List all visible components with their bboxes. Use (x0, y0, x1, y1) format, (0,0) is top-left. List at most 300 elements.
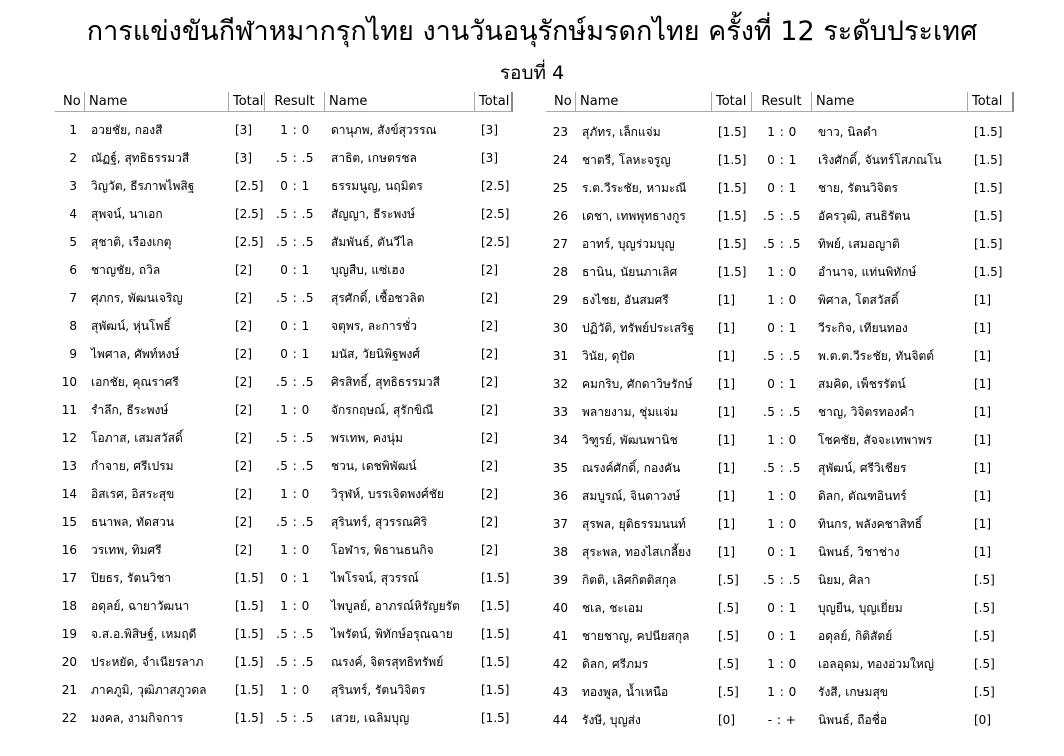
player-total: [2] (235, 543, 252, 557)
game-result: .5 : .5 (275, 207, 315, 221)
game-result: 1 : 0 (767, 489, 797, 503)
col-header-opponent-total[interactable]: Total (475, 92, 513, 112)
player-total: [1] (718, 545, 735, 559)
game-result: 0 : 1 (767, 153, 797, 167)
player-total: [1.5] (718, 209, 747, 223)
opponent-name: บุญสืบ, แซ่เฮง (331, 262, 405, 277)
player-total: [1] (718, 377, 735, 391)
player-total: [1] (718, 321, 735, 335)
game-result: .5 : .5 (275, 711, 315, 725)
opponent-name: ไพบูลย์, อาภรณ์หิรัญยรัต (331, 598, 460, 613)
game-result: 0 : 1 (280, 179, 310, 193)
player-total: [1.5] (235, 711, 264, 725)
player-name: ประหยัด, จำเนียรลาภ (91, 654, 204, 669)
player-name: สุชาติ, เรืองเกตุ (91, 234, 172, 249)
opponent-total: [2] (481, 543, 498, 557)
opponent-total: [1.5] (974, 181, 1003, 195)
pairing-number: 4 (69, 207, 77, 221)
player-name: ไพศาล, ศัพท์หงษ์ (91, 346, 180, 361)
pairing-number: 25 (552, 181, 568, 195)
opponent-total: [2] (481, 487, 498, 501)
player-name: เอกชัย, คุณราศรี (91, 374, 179, 389)
game-result: 1 : 0 (280, 123, 310, 137)
game-result: 0 : 1 (280, 263, 310, 277)
pairing-number: 41 (552, 629, 568, 643)
opponent-name: ไพโรจน์, สุวรรณ์ (331, 570, 419, 585)
game-result: .5 : .5 (275, 459, 315, 473)
table-row (55, 620, 513, 648)
opponent-name: วีระกิจ, เทียนทอง (818, 320, 908, 335)
pairing-number: 21 (61, 683, 77, 697)
opponent-total: [2.5] (481, 207, 510, 221)
table-row (55, 256, 513, 284)
opponent-name: พิศาล, โตสวัสดิ์ (818, 292, 899, 307)
table-row (55, 536, 513, 564)
opponent-name: ดานุภพ, สังข์สุวรรณ (331, 122, 437, 137)
player-name: วินัย, ดุปัด (582, 348, 635, 363)
table-row (55, 676, 513, 704)
pairing-number: 35 (552, 461, 568, 475)
player-total: [.5] (718, 657, 739, 671)
opponent-name: สัญญา, ธีระพงษ์ (331, 206, 416, 221)
pairing-number: 17 (61, 571, 77, 585)
game-result: 1 : 0 (280, 403, 310, 417)
table-row (55, 228, 513, 256)
player-total: [2] (235, 263, 252, 277)
pairing-number: 15 (61, 515, 77, 529)
pairing-number: 12 (61, 431, 77, 445)
player-name: ชเล, ชะเอม (582, 600, 644, 615)
player-name: กำจาย, ศรีเปรม (91, 458, 174, 473)
game-result: 0 : 1 (280, 571, 310, 585)
opponent-total: [.5] (974, 685, 995, 699)
player-total: [0] (718, 713, 735, 727)
table-row (546, 482, 1014, 510)
player-total: [1] (718, 405, 735, 419)
opponent-name: อัครวุฒิ, สนธิรัตน (818, 208, 911, 223)
pairing-number: 28 (552, 265, 568, 279)
player-total: [.5] (718, 573, 739, 587)
game-result: 1 : 0 (280, 543, 310, 557)
pairing-number: 24 (552, 153, 568, 167)
player-name: วิญวัต, ธีรภาพไพสิฐ (91, 178, 195, 193)
table-row (55, 564, 513, 592)
opponent-name: ดิลก, ตัณฑอินทร์ (818, 488, 907, 503)
opponent-name: สุรศักดิ์, เชื้อชวลิต (331, 290, 425, 305)
player-name: สุภัทร, เล็กแจ่ม (582, 124, 661, 139)
table-row (546, 202, 1014, 230)
table-row (546, 398, 1014, 426)
game-result: 0 : 1 (767, 321, 797, 335)
opponent-name: ชาย, รัตนวิจิตร (818, 180, 898, 195)
col-header-total[interactable]: Total (229, 92, 265, 112)
col-header-name[interactable]: Name (576, 92, 712, 112)
pairing-number: 44 (552, 713, 568, 727)
player-total: [.5] (718, 629, 739, 643)
opponent-total: [1.5] (974, 209, 1003, 223)
player-total: [2] (235, 375, 252, 389)
game-result: 1 : 0 (280, 487, 310, 501)
opponent-name: ธรรมนูญ, นฤมิตร (331, 178, 423, 193)
pairing-number: 43 (552, 685, 568, 699)
opponent-total: [1.5] (481, 627, 510, 641)
table-row (546, 538, 1014, 566)
game-result: .5 : .5 (275, 431, 315, 445)
pairing-number: 29 (552, 293, 568, 307)
opponent-total: [1] (974, 433, 991, 447)
table-row (55, 144, 513, 172)
player-total: [1.5] (235, 571, 264, 585)
table-row (546, 454, 1014, 482)
table-row (55, 200, 513, 228)
game-result: .5 : .5 (762, 461, 802, 475)
player-total: [.5] (718, 685, 739, 699)
pairing-number: 23 (552, 125, 568, 139)
pairing-number: 36 (552, 489, 568, 503)
player-total: [1.5] (235, 599, 264, 613)
game-result: 1 : 0 (280, 683, 310, 697)
player-name: วิฑูรย์, พัฒนพานิช (582, 432, 678, 447)
opponent-name: ชวน, เดชพิพัฒน์ (331, 458, 417, 473)
opponent-total: [2] (481, 319, 498, 333)
opponent-total: [1] (974, 293, 991, 307)
col-header-opponent-total[interactable]: Total (968, 92, 1014, 112)
player-total: [1.5] (718, 265, 747, 279)
opponent-total: [3] (481, 151, 498, 165)
table-row (546, 230, 1014, 258)
pairing-number: 39 (552, 573, 568, 587)
player-total: [2] (235, 403, 252, 417)
game-result: .5 : .5 (762, 349, 802, 363)
pairing-number: 33 (552, 405, 568, 419)
player-total: [1.5] (718, 237, 747, 251)
table-row (55, 592, 513, 620)
pairing-number: 30 (552, 321, 568, 335)
player-total: [2.5] (235, 235, 264, 249)
player-name: สุระพล, ทองไสเกลี้ยง (582, 544, 692, 559)
player-name: โอภาส, เสมสวัสดิ์ (91, 430, 183, 445)
opponent-name: ศิรสิทธิ์, สุทธิธรรมวสี (331, 374, 440, 389)
game-result: 1 : 0 (767, 517, 797, 531)
table-row (546, 594, 1014, 622)
game-result: 0 : 1 (280, 347, 310, 361)
opponent-total: [2] (481, 515, 498, 529)
game-result: 0 : 1 (280, 319, 310, 333)
player-name: สุพจน์, นาเอก (91, 206, 163, 221)
game-result: .5 : .5 (275, 291, 315, 305)
table-row (55, 452, 513, 480)
pairing-number: 9 (69, 347, 77, 361)
opponent-name: สาธิต, เกษตรชล (331, 150, 417, 165)
game-result: 0 : 1 (767, 545, 797, 559)
player-name: ชายชาญ, คปนียสกุล (582, 628, 690, 643)
pairing-number: 10 (61, 375, 77, 389)
player-total: [1] (718, 489, 735, 503)
player-total: [2] (235, 515, 252, 529)
opponent-name: ทิพย์, เสมอญาติ (818, 236, 900, 251)
right-pairings-list (546, 118, 1014, 734)
opponent-name: สมคิด, เพ็ชรรัตน์ (818, 376, 906, 391)
col-header-opponent-name[interactable]: Name (812, 92, 968, 112)
table-row (55, 284, 513, 312)
player-name: คมกริบ, ศักดาวิษรักษ์ (582, 376, 693, 391)
col-header-total[interactable]: Total (712, 92, 752, 112)
game-result: 1 : 0 (767, 265, 797, 279)
pairing-number: 8 (69, 319, 77, 333)
table-row (55, 424, 513, 452)
opponent-name: โชคชัย, สัจจะเทพาพร (818, 432, 933, 447)
opponent-name: พ.ต.ต.วีระชัย, ทันจิตต์ (818, 348, 935, 363)
player-name: ชาญชัย, ถวิล (91, 262, 161, 277)
opponent-name: รังสี, เกษมสุข (818, 684, 888, 699)
opponent-total: [1] (974, 321, 991, 335)
opponent-name: จักรกฤษณ์, สุรักขิณี (331, 402, 434, 417)
col-header-name[interactable]: Name (85, 92, 229, 112)
player-total: [1] (718, 433, 735, 447)
game-result: 1 : 0 (767, 293, 797, 307)
opponent-total: [2] (481, 403, 498, 417)
pairing-number: 2 (69, 151, 77, 165)
opponent-total: [1.5] (974, 125, 1003, 139)
game-result: 0 : 1 (767, 181, 797, 195)
player-total: [2] (235, 459, 252, 473)
player-name: พลายงาม, ชุ่มแจ่ม (582, 404, 678, 419)
player-name: ธงไชย, อันสมศรี (582, 292, 669, 307)
player-total: [2] (235, 487, 252, 501)
table-row (55, 396, 513, 424)
pairing-number: 42 (552, 657, 568, 671)
pairing-number: 13 (61, 459, 77, 473)
player-name: สมบูรณ์, จินดาวงษ์ (582, 488, 681, 503)
pairing-number: 14 (61, 487, 77, 501)
player-name: ร.ต.วีระชัย, หามะณี (582, 180, 687, 195)
opponent-total: [.5] (974, 629, 995, 643)
left-pairings-list (55, 116, 513, 732)
player-total: [1.5] (235, 627, 264, 641)
opponent-name: สุรินทร์, สุวรรณศิริ (331, 514, 428, 529)
opponent-name: มนัส, วัยนิพิฐพงศ์ (331, 346, 420, 361)
table-row (546, 650, 1014, 678)
player-name: อาทร์, บุญร่วมบุญ (582, 236, 675, 251)
table-row (546, 706, 1014, 734)
pairing-number: 31 (552, 349, 568, 363)
pairing-number: 7 (69, 291, 77, 305)
col-header-opponent-name[interactable]: Name (325, 92, 475, 112)
table-row (55, 312, 513, 340)
opponent-name: เริงศักดิ์, จันทร์โสภณโน (818, 152, 942, 167)
opponent-name: โอฬาร, พิธานธนกิจ (331, 542, 434, 557)
round-label: รอบที่ 4 (499, 62, 565, 84)
player-total: [3] (235, 151, 252, 165)
player-name: รังษี, บุญส่ง (582, 712, 641, 727)
game-result: .5 : .5 (275, 515, 315, 529)
pairing-number: 27 (552, 237, 568, 251)
opponent-name: นิพนธ์, วิชาช่าง (818, 544, 900, 559)
opponent-name: บุญยืน, บุญเยี่ยม (818, 600, 903, 615)
game-result: .5 : .5 (275, 627, 315, 641)
player-total: [2] (235, 431, 252, 445)
game-result: 1 : 0 (280, 599, 310, 613)
player-name: จ.ส.อ.พิสิษฐ์, เหมฤดี (91, 626, 197, 641)
table-row (546, 342, 1014, 370)
pairing-number: 11 (61, 403, 77, 417)
opponent-total: [0] (974, 713, 991, 727)
table-row (546, 370, 1014, 398)
pairing-number: 1 (69, 123, 77, 137)
opponent-total: [1.5] (481, 655, 510, 669)
col-header-no[interactable]: No (55, 92, 85, 112)
player-name: ทองพูล, น้ำเหนือ (582, 684, 669, 699)
pairing-number: 5 (69, 235, 77, 249)
opponent-name: อำนาจ, แท่นพิทักษ์ (818, 264, 917, 279)
game-result: .5 : .5 (275, 235, 315, 249)
player-name: ณัฏฐ์, สุทธิธรรมวสี (91, 150, 190, 165)
opponent-name: นิพนธ์, ถือชื่อ (818, 712, 888, 727)
player-name: ศุภกร, พัฒนเจริญ (91, 290, 183, 305)
pairing-number: 16 (61, 543, 77, 557)
player-total: [2.5] (235, 207, 264, 221)
game-result: .5 : .5 (762, 573, 802, 587)
opponent-total: [1.5] (481, 683, 510, 697)
pairing-number: 26 (552, 209, 568, 223)
player-name: อวยชัย, กองสี (91, 122, 163, 137)
pairing-number: 20 (61, 655, 77, 669)
player-total: [1.5] (718, 153, 747, 167)
page-title: การแข่งขันกีฬาหมากรุกไทย งานวันอนุรักษ์มรดกไทย ครั้งที่ 12 ระดับประเทศ (86, 16, 978, 47)
player-name: อดุลย์, ฉายาวัฒนา (91, 598, 190, 613)
game-result: 1 : 0 (767, 125, 797, 139)
right-table-header (546, 92, 1014, 112)
opponent-total: [1] (974, 349, 991, 363)
table-row (546, 174, 1014, 202)
player-name: มงคล, งามกิจการ (91, 710, 184, 725)
opponent-total: [.5] (974, 601, 995, 615)
col-header-result[interactable]: Result (265, 92, 325, 112)
pairing-number: 22 (61, 711, 77, 725)
opponent-total: [1.5] (974, 265, 1003, 279)
opponent-total: [2] (481, 431, 498, 445)
game-result: 0 : 1 (767, 601, 797, 615)
table-row (55, 480, 513, 508)
opponent-total: [1.5] (481, 571, 510, 585)
player-total: [2] (235, 347, 252, 361)
game-result: .5 : .5 (762, 405, 802, 419)
table-row (55, 172, 513, 200)
opponent-name: ไพรัตน์, พิทักษ์อรุณฉาย (331, 626, 453, 641)
opponent-total: [1] (974, 517, 991, 531)
opponent-total: [3] (481, 123, 498, 137)
player-total: [1.5] (235, 683, 264, 697)
player-name: ธานิน, นัยนภาเลิศ (582, 264, 678, 279)
game-result: .5 : .5 (275, 655, 315, 669)
player-name: ปฏิวัติ, ทรัพย์ประเสริฐ (582, 320, 695, 335)
opponent-total: [2] (481, 263, 498, 277)
table-row (546, 426, 1014, 454)
player-name: อิสเรศ, อิสระสุข (91, 486, 175, 501)
opponent-total: [1.5] (974, 237, 1003, 251)
opponent-total: [1] (974, 489, 991, 503)
game-result: 0 : 1 (767, 629, 797, 643)
opponent-name: วิรุฬห์, บรรเจิดพงศ์ชัย (331, 486, 444, 501)
pairing-number: 38 (552, 545, 568, 559)
opponent-name: ณรงค์, จิตรสุทธิทรัพย์ (331, 654, 444, 669)
opponent-name: ขาว, นิลดำ (818, 124, 878, 139)
table-row (55, 368, 513, 396)
opponent-total: [2.5] (481, 179, 510, 193)
player-total: [1] (718, 461, 735, 475)
pairing-number: 32 (552, 377, 568, 391)
player-name: ณรงค์ศักดิ์, กองคัน (582, 460, 681, 475)
opponent-name: เอลอุดม, ทองอ่วมใหญ่ (818, 656, 935, 671)
player-total: [2] (235, 291, 252, 305)
game-result: .5 : .5 (275, 151, 315, 165)
player-name: ดิลก, ศรีภมร (582, 656, 649, 671)
opponent-name: สัมพันธ์, ตันวีไล (331, 234, 414, 249)
opponent-total: [2] (481, 459, 498, 473)
player-name: กิตติ, เลิศกิตติสกุล (582, 572, 677, 587)
player-name: ปิยธร, รัตนวิชา (91, 570, 172, 585)
player-total: [1.5] (718, 181, 747, 195)
opponent-total: [1] (974, 377, 991, 391)
player-total: [1.5] (718, 125, 747, 139)
opponent-total: [1.5] (481, 599, 510, 613)
opponent-total: [1.5] (481, 711, 510, 725)
opponent-name: นิยม, ศิลา (818, 572, 871, 587)
opponent-total: [1] (974, 405, 991, 419)
player-name: รำลึก, ธีระพงษ์ (91, 402, 169, 417)
table-row (546, 118, 1014, 146)
pairing-number: 40 (552, 601, 568, 615)
player-name: สุรพล, ยุติธรรมนนท์ (582, 516, 686, 531)
table-row (546, 678, 1014, 706)
pairing-number: 18 (61, 599, 77, 613)
player-name: ภาคภูมิ, วุฒิภาสภูวดล (91, 682, 207, 697)
opponent-total: [2] (481, 375, 498, 389)
opponent-name: สุพัฒน์, ศรีวิเชียร (818, 460, 907, 475)
player-total: [1] (718, 517, 735, 531)
opponent-total: [1] (974, 461, 991, 475)
pairing-number: 6 (69, 263, 77, 277)
opponent-total: [.5] (974, 657, 995, 671)
opponent-total: [1.5] (974, 153, 1003, 167)
col-header-result[interactable]: Result (752, 92, 812, 112)
opponent-total: [.5] (974, 573, 995, 587)
player-total: [2.5] (235, 179, 264, 193)
table-row (546, 258, 1014, 286)
opponent-name: อดุลย์, กิติสัตย์ (818, 628, 893, 643)
player-total: [1] (718, 349, 735, 363)
player-total: [.5] (718, 601, 739, 615)
table-row (546, 286, 1014, 314)
opponent-name: สุรินทร์, รัตนวิจิตร (331, 682, 426, 697)
pairing-number: 37 (552, 517, 568, 531)
game-result: 1 : 0 (767, 657, 797, 671)
pairing-number: 34 (552, 433, 568, 447)
table-row (55, 704, 513, 732)
player-total: [2] (235, 319, 252, 333)
opponent-name: จตุพร, ละการชั่ว (331, 318, 417, 333)
opponent-total: [2.5] (481, 235, 510, 249)
table-row (546, 566, 1014, 594)
player-name: สุพัฒน์, หุ่นโพธิ์ (91, 318, 171, 333)
player-total: [1.5] (235, 655, 264, 669)
game-result: .5 : .5 (762, 209, 802, 223)
left-table-header (55, 92, 513, 112)
player-name: วรเทพ, ทิมศรี (91, 542, 162, 557)
opponent-name: เสวย, เฉลิมบุญ (331, 710, 410, 725)
opponent-total: [1] (974, 545, 991, 559)
col-header-no[interactable]: No (546, 92, 576, 112)
